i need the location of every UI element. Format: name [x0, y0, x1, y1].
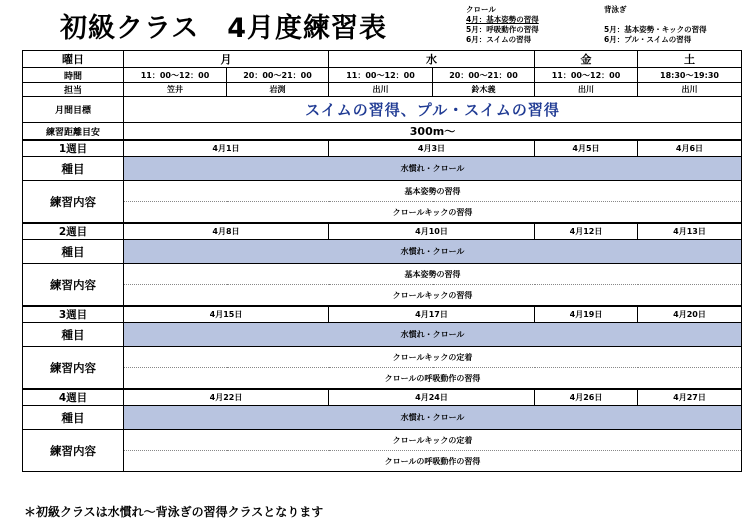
teacher-name: 出川: [638, 83, 742, 97]
monthly-plan-backstroke: [604, 5, 707, 45]
content-line: クロールキックの定着: [124, 347, 742, 368]
week-date-row: [23, 306, 742, 323]
content-line: クロールキックの習得: [124, 285, 742, 307]
event-label: 種目: [23, 323, 124, 347]
plan-line-blank: [604, 15, 707, 25]
date-monday: 4月1日: [124, 140, 329, 157]
event-row: [23, 323, 742, 347]
event-label: 種目: [23, 406, 124, 430]
plan-line: 6月：プル・スイムの習得: [604, 35, 692, 44]
date-saturday: 4月20日: [638, 306, 742, 323]
date-wednesday: 4月10日: [329, 223, 535, 240]
content-line: 基本姿勢の習得: [124, 181, 742, 202]
monthly-goal-value: スイムの習得、プル・スイムの習得: [124, 97, 742, 123]
date-monday: 4月15日: [124, 306, 329, 323]
monthly-goal-label: 月間目標: [23, 97, 124, 123]
content-line: クロールキックの定着: [124, 430, 742, 451]
day-wednesday: 水: [329, 51, 535, 68]
time-label: 時間: [23, 68, 124, 83]
content-row: [23, 181, 742, 202]
time-slot: 11：00～12：00: [535, 68, 638, 83]
event-label: 種目: [23, 157, 124, 181]
week-date-row: [23, 140, 742, 157]
plan-line-current: 4月：基本姿勢の習得: [466, 15, 539, 24]
date-saturday: 4月6日: [638, 140, 742, 157]
practice-schedule-table: [22, 50, 742, 472]
day-saturday: 土: [638, 51, 742, 68]
teacher-name: 出川: [329, 83, 433, 97]
distance-value: 300m～: [124, 123, 742, 141]
event-row: [23, 157, 742, 181]
content-line: クロールキックの習得: [124, 202, 742, 224]
plan-line: 背泳ぎ: [604, 5, 627, 14]
time-slot: 20：00～21：00: [227, 68, 329, 83]
teacher-name: 笠井: [124, 83, 227, 97]
distance-label: 練習距離目安: [23, 123, 124, 141]
teacher-name: 出川: [535, 83, 638, 97]
content-row: [23, 347, 742, 368]
date-friday: 4月19日: [535, 306, 638, 323]
event-value: 水慣れ・クロール: [124, 323, 742, 347]
plan-line: クロール: [466, 5, 496, 14]
date-friday: 4月5日: [535, 140, 638, 157]
day-friday: 金: [535, 51, 638, 68]
event-row: [23, 406, 742, 430]
day-monday: 月: [124, 51, 329, 68]
content-row: [23, 202, 742, 224]
monthly-plan-crawl: [466, 5, 539, 45]
week-label: 1週目: [23, 140, 124, 157]
content-label: 練習内容: [23, 264, 124, 307]
event-label: 種目: [23, 240, 124, 264]
monthly-goal-row: [23, 97, 742, 123]
content-row: [23, 264, 742, 285]
content-line: クロールの呼吸動作の習得: [124, 368, 742, 390]
weekday-row: [23, 51, 742, 68]
teacher-name: 岩渕: [227, 83, 329, 97]
plan-line: 5月：基本姿勢・キックの習得: [604, 25, 707, 34]
time-slot: 20：00～21：00: [433, 68, 535, 83]
teacher-name: 鈴木義: [433, 83, 535, 97]
plan-line: 6月：スイムの習得: [466, 35, 532, 44]
content-line: 基本姿勢の習得: [124, 264, 742, 285]
time-row: [23, 68, 742, 83]
event-value: 水慣れ・クロール: [124, 406, 742, 430]
date-friday: 4月26日: [535, 389, 638, 406]
week-label: 4週目: [23, 389, 124, 406]
date-friday: 4月12日: [535, 223, 638, 240]
date-saturday: 4月13日: [638, 223, 742, 240]
date-wednesday: 4月3日: [329, 140, 535, 157]
teacher-label: 担当: [23, 83, 124, 97]
event-value: 水慣れ・クロール: [124, 157, 742, 181]
time-slot: 11：00～12：00: [329, 68, 433, 83]
content-line: クロールの呼吸動作の習得: [124, 451, 742, 472]
time-slot: 18:30～19:30: [638, 68, 742, 83]
content-row: [23, 285, 742, 307]
event-value: 水慣れ・クロール: [124, 240, 742, 264]
content-row: [23, 430, 742, 451]
content-label: 練習内容: [23, 430, 124, 472]
date-monday: 4月8日: [124, 223, 329, 240]
event-row: [23, 240, 742, 264]
distance-row: [23, 123, 742, 141]
footer-note: ＊初級クラスは水慣れ～背泳ぎの習得クラスとなります: [24, 505, 324, 519]
content-label: 練習内容: [23, 347, 124, 390]
time-slot: 11：00～12：00: [124, 68, 227, 83]
week-date-row: [23, 223, 742, 240]
weekday-label: 曜日: [23, 51, 124, 68]
date-monday: 4月22日: [124, 389, 329, 406]
date-wednesday: 4月24日: [329, 389, 535, 406]
teacher-row: [23, 83, 742, 97]
page-title: 初級クラス 4月度練習表: [60, 13, 387, 44]
content-row: [23, 451, 742, 472]
date-wednesday: 4月17日: [329, 306, 535, 323]
week-date-row: [23, 389, 742, 406]
content-row: [23, 368, 742, 390]
content-label: 練習内容: [23, 181, 124, 224]
week-label: 3週目: [23, 306, 124, 323]
plan-line: 5月：呼吸動作の習得: [466, 25, 539, 34]
week-label: 2週目: [23, 223, 124, 240]
date-saturday: 4月27日: [638, 389, 742, 406]
